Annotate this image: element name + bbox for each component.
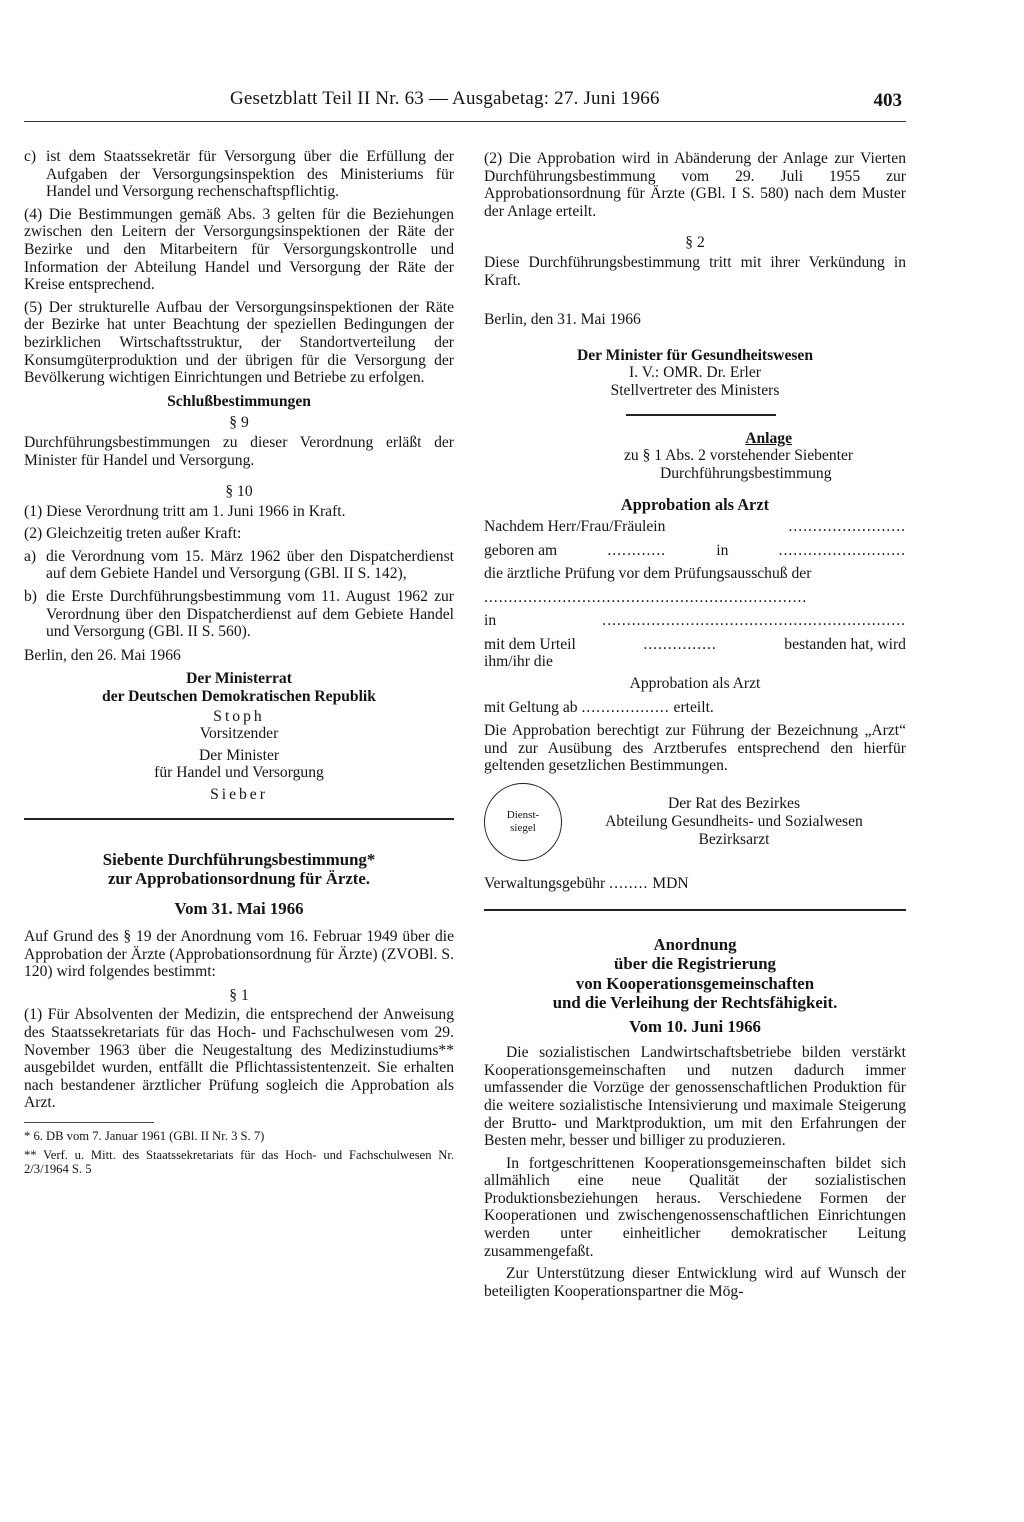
signatory-minister-2: für Handel und Versorgung	[154, 764, 324, 782]
signatory-role: Stellvertreter des Ministers	[610, 381, 780, 399]
item-text: die Erste Durchführungsbestimmung vom 11. August 1962 zur Verordnung über den Dispatcherdienst auf dem Gebiete Handel und Versorgung (GBl. II S. 560).	[46, 588, 454, 641]
item-text: die Verordnung vom 15. März 1962 über den Dispatcherdienst auf dem Gebiete Handel und Versorgung (GBl. II S. 142),	[46, 547, 454, 583]
form-line-committee	[484, 589, 906, 607]
form-line-place	[484, 612, 906, 630]
form-line-validity	[484, 699, 906, 717]
section-rule	[484, 909, 906, 911]
page-number: 403	[873, 90, 902, 111]
paragraph-2: (2) Die Approbation wird in Abänderung der Anlage zur Vierten Durchführungsbestimmung vom 29. Juli 1955 zur Approbationsordnung für Ärzte (GBl. I S. 580) nach dem Muster der Anlage erteilt.	[484, 150, 906, 220]
form-approbation: Approbation als Arzt	[629, 675, 761, 693]
order-title-1: Anordnung	[653, 934, 737, 954]
form-label: mit dem Urteil	[484, 635, 576, 653]
annex-subtitle-2: Durchführungsbestimmung	[660, 464, 832, 482]
section-2-text: Diese Durchführungsbestimmung tritt mit ihrer Verkündung in Kraft.	[484, 253, 906, 289]
page-header	[230, 88, 902, 118]
form-dots: ..........................	[778, 541, 906, 559]
footnote-2: ** Verf. u. Mitt. des Staatssekretariats für das Hoch- und Fachschulwesen Nr. 2/3/1964 S. 5	[24, 1148, 454, 1177]
section-number: § 9	[229, 414, 249, 432]
signatory-org-2: der Deutschen Demokratischen Republik	[102, 688, 376, 706]
section-number: § 1	[229, 986, 249, 1004]
form-line-birth	[484, 542, 906, 560]
seal-text: Dienst-	[506, 809, 540, 822]
signatory-org: Der Minister für Gesundheitswesen	[576, 346, 814, 364]
form-dots: ...............	[643, 635, 717, 653]
seal-row	[484, 783, 906, 861]
header-text: Gesetzblatt Teil II Nr. 63 — Ausgabetag: 27. Juni 1966	[230, 88, 660, 109]
form-line-recipient: ihm/ihr die	[484, 653, 553, 671]
signatory-name: Sieber	[210, 786, 268, 803]
official-seal-icon	[484, 783, 562, 861]
decree-title-2: zur Approbationsordnung für Ärzte.	[107, 869, 370, 889]
section-10-para-2: (2) Gleichzeitig treten außer Kraft:	[24, 525, 242, 543]
signatory-role: Vorsitzender	[199, 725, 279, 743]
fee-label: Verwaltungsgebühr	[484, 875, 606, 893]
signatory-name: Stoph	[213, 707, 265, 725]
item-label: b)	[24, 588, 37, 606]
footnote-rule	[24, 1122, 154, 1123]
form-line-exam	[484, 565, 906, 583]
form-label: die ärztliche Prüfung vor dem Prüfungsausschuß der	[484, 565, 812, 583]
form-line-name	[484, 518, 906, 536]
seal-text: siegel	[510, 822, 536, 835]
section-10-para-1: (1) Diese Verordnung tritt am 1. Juni 1966 in Kraft.	[24, 502, 346, 520]
right-column	[484, 150, 906, 1305]
form-line-grade	[484, 636, 906, 654]
signatory-name: I. V.: OMR. Dr. Erler	[629, 364, 761, 382]
paragraph-5: (5) Der strukturelle Aufbau der Versorgungsinspektionen der Räte der Bezirke hat unter Beachtung der speziellen Bedingungen der bezirklichen Wirtschaftsstruktur, der Standortverteilung der Konsumgüterproduktion und der übrigen für die Versorgung der Bevölkerung wichtigen Einrichtungen und Betriebe zu erfolgen.	[24, 298, 454, 387]
order-title-3: von Kooperationsgemeinschaften	[575, 973, 815, 993]
list-item-b	[24, 588, 454, 641]
order-paragraph-3: Zur Unterstützung dieser Entwicklung wird auf Wunsch der beteiligten Kooperationspartner die Mög-	[484, 1265, 906, 1300]
signature-rule	[626, 414, 776, 416]
form-label: mit Geltung ab	[484, 698, 578, 716]
annex-title: Anlage	[745, 429, 792, 447]
order-paragraph-1: Die sozialistischen Landwirtschaftsbetriebe bilden verstärkt Kooperationsgemeinschaften und nutzen dadurch immer umfassender die Vorzüge der genossenschaftlichen Produktion für die weitere sozialistische Intensivierung und maximale Steigerung der Brutto- und Marktproduktion, um mit den Erfahrungen der Besten mehr, besser und billiger zu produzieren.	[484, 1044, 906, 1150]
item-label: c)	[24, 148, 37, 165]
form-dots: ..................	[581, 698, 670, 716]
paragraph-4: (4) Die Bestimmungen gemäß Abs. 3 gelten für die Beziehungen zwischen den Leitern der Versorgungsinspektionen der Räte der Bezirke und den Mitarbeitern für Versorgungskontrolle und Information der Abteilung Handel und Versorgung der Räte der Kreise entsprechend.	[24, 205, 454, 294]
form-label: geboren am	[484, 541, 558, 559]
footnote-1: * 6. DB vom 7. Januar 1961 (GBl. II Nr. 3 S. 7)	[24, 1129, 265, 1144]
place-date: Berlin, den 31. Mai 1966	[484, 311, 641, 329]
fee-line	[484, 875, 906, 893]
section-number: § 10	[225, 483, 253, 501]
annex-subtitle-1: zu § 1 Abs. 2 vorstehender Siebenter	[624, 447, 854, 465]
place-date: Berlin, den 26. Mai 1966	[24, 646, 181, 664]
left-column	[24, 148, 454, 1181]
form-label: erteilt.	[673, 698, 714, 716]
form-dots: ..............................................................	[602, 612, 906, 630]
signatory-org-1: Der Ministerrat	[186, 670, 292, 688]
section-1-text: (1) Für Absolventen der Medizin, die entsprechend der Anweisung des Staatssekretariats für das Hoch- und Fachschulwesen vom 29. November 1963 über die Neugestaltung des Medizinstudiums** ausgebildet wurden, entfällt die Pflichtassistentenzeit. Sie erhalten nach bestandener ärztlicher Prüfung sogleich die Approbation als Arzt.	[24, 1006, 454, 1112]
list-item-c	[24, 148, 454, 201]
council-block	[562, 795, 906, 849]
item-label: a)	[24, 547, 37, 565]
fee-unit: MDN	[652, 875, 689, 893]
decree-title-1: Siebente Durchführungsbestimmung*	[102, 849, 376, 869]
council-line-2: Abteilung Gesundheits- und Sozialwesen	[605, 813, 863, 831]
form-dots: ........	[609, 875, 649, 893]
intro-paragraph: Auf Grund des § 19 der Anordnung vom 16. Februar 1949 über die Approbation der Ärzte (Approbationsordnung für Ärzte) (ZVOBl. S. 120) wird folgendes bestimmt:	[24, 928, 454, 981]
item-text: ist dem Staatssekretär für Versorgung über die Erfüllung der Aufgaben der Versorgungsinspektion des Ministeriums für Handel und Versorgung rechenschaftspflichtig.	[46, 148, 454, 201]
form-title: Approbation als Arzt	[620, 495, 770, 515]
council-line-3: Bezirksarzt	[698, 831, 770, 849]
decree-date: Vom 31. Mai 1966	[174, 898, 304, 918]
order-title-4: und die Verleihung der Rechtsfähigkeit.	[552, 993, 838, 1013]
list-item-a	[24, 548, 454, 583]
order-date: Vom 10. Juni 1966	[629, 1016, 761, 1036]
order-title-2: über die Registrierung	[614, 954, 776, 974]
form-label: Nachdem Herr/Frau/Fräulein	[484, 517, 666, 535]
section-number: § 2	[685, 234, 705, 252]
form-dots: ............	[607, 541, 667, 559]
form-dots: ..................................................................	[484, 588, 808, 606]
signatory-minister-1: Der Minister	[198, 746, 280, 764]
form-label: bestanden hat, wird	[784, 635, 906, 653]
form-label: in	[484, 612, 497, 630]
section-9-text: Durchführungsbestimmungen zu dieser Verordnung erläßt der Minister für Handel und Versorgung.	[24, 433, 454, 469]
header-rule	[24, 121, 906, 122]
council-line-1: Der Rat des Bezirkes	[667, 795, 801, 813]
form-dots: ........................	[788, 517, 906, 535]
section-rule	[24, 818, 454, 820]
order-paragraph-2: In fortgeschrittenen Kooperationsgemeinschaften bildet sich allmählich eine neue Qualität der sozialistischen Produktionsbeziehungen heraus. Verschiedene Formen der Kooperationen und zwischengenossenschaftlichen Einrichtungen werden unter einheitlicher demokratischer Leitung zusammengefaßt.	[484, 1154, 906, 1260]
form-paragraph: Die Approbation berechtigt zur Führung der Bezeichnung „Arzt“ und zur Ausübung des Arztberufes entsprechend den hierfür geltenden gesetzlichen Bestimmungen.	[484, 722, 906, 775]
section-heading: Schlußbestimmungen	[167, 392, 311, 410]
form-label: in	[716, 541, 729, 559]
